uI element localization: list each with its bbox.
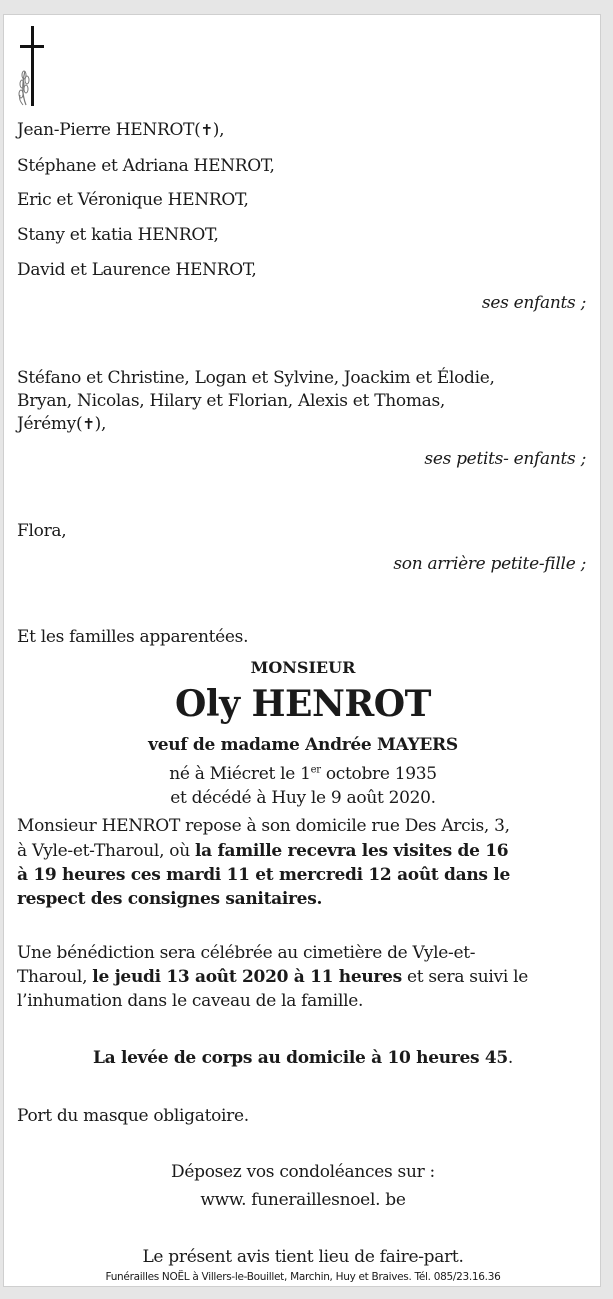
widower-of: veuf de madame Andrée MAYERS	[148, 735, 458, 755]
child-line-4: Stany et katia HENROT,	[17, 225, 219, 245]
cross-with-wheat-icon	[14, 25, 46, 107]
condolences-website: www. funeraillesnoel. be	[200, 1190, 406, 1210]
latin-cross-icon: ✝	[200, 121, 213, 139]
visitation-line-3: à 19 heures ces mardi 11 et mercredi 12 août dans le	[17, 865, 510, 885]
funeral-home-footer: Funérailles NOËL à Villers-le-Bouillet, Marchin, Huy et Braives. Tél. 085/23.16.36	[105, 1271, 501, 1283]
child-line-5: David et Laurence HENROT,	[17, 260, 257, 280]
obituary-card	[3, 14, 601, 1287]
blessing-line-3: l’inhumation dans le caveau de la famille.	[17, 991, 364, 1011]
visitation-line-4: respect des consignes sanitaires.	[17, 889, 323, 909]
child-line-1: Jean-Pierre HENROT(✝),	[17, 120, 225, 140]
death-line: et décédé à Huy le 9 août 2020.	[170, 788, 436, 808]
deceased-name: Oly HENROT	[175, 683, 431, 725]
grandchildren-line-3: Jérémy(✝),	[17, 414, 107, 434]
faire-part-notice: Le présent avis tient lieu de faire-part.	[142, 1247, 464, 1267]
children-label: ses enfants ;	[481, 293, 586, 313]
great-grandchild-label: son arrière petite-fille ;	[393, 554, 586, 574]
latin-cross-icon: ✝	[82, 415, 95, 433]
condolences-line-1: Déposez vos condoléances sur :	[171, 1162, 435, 1182]
birth-line: né à Miécret le 1er octobre 1935	[169, 764, 437, 784]
mask-line: Port du masque obligatoire.	[17, 1106, 249, 1126]
child-line-3: Eric et Véronique HENROT,	[17, 190, 249, 210]
grandchildren-line-1: Stéfano et Christine, Logan et Sylvine, Joackim et Élodie,	[17, 368, 495, 388]
honorific: MONSIEUR	[250, 658, 356, 677]
visitation-line-2: à Vyle-et-Tharoul, où la famille recevra les visites de 16	[17, 841, 509, 861]
blessing-line-2: Tharoul, le jeudi 13 août 2020 à 11 heures et sera suivi le	[17, 967, 528, 987]
great-grandchild-name: Flora,	[17, 521, 67, 541]
grandchildren-label: ses petits- enfants ;	[424, 449, 586, 469]
visitation-line-1: Monsieur HENROT repose à son domicile rue Des Arcis, 3,	[17, 816, 510, 836]
child-line-2: Stéphane et Adriana HENROT,	[17, 156, 275, 176]
levee-line: La levée de corps au domicile à 10 heures 45.	[92, 1048, 514, 1068]
blessing-line-1: Une bénédiction sera célébrée au cimetière de Vyle-et-	[17, 943, 476, 963]
grandchildren-line-2: Bryan, Nicolas, Hilary et Florian, Alexis et Thomas,	[17, 391, 446, 411]
families-line: Et les familles apparentées.	[17, 627, 249, 647]
